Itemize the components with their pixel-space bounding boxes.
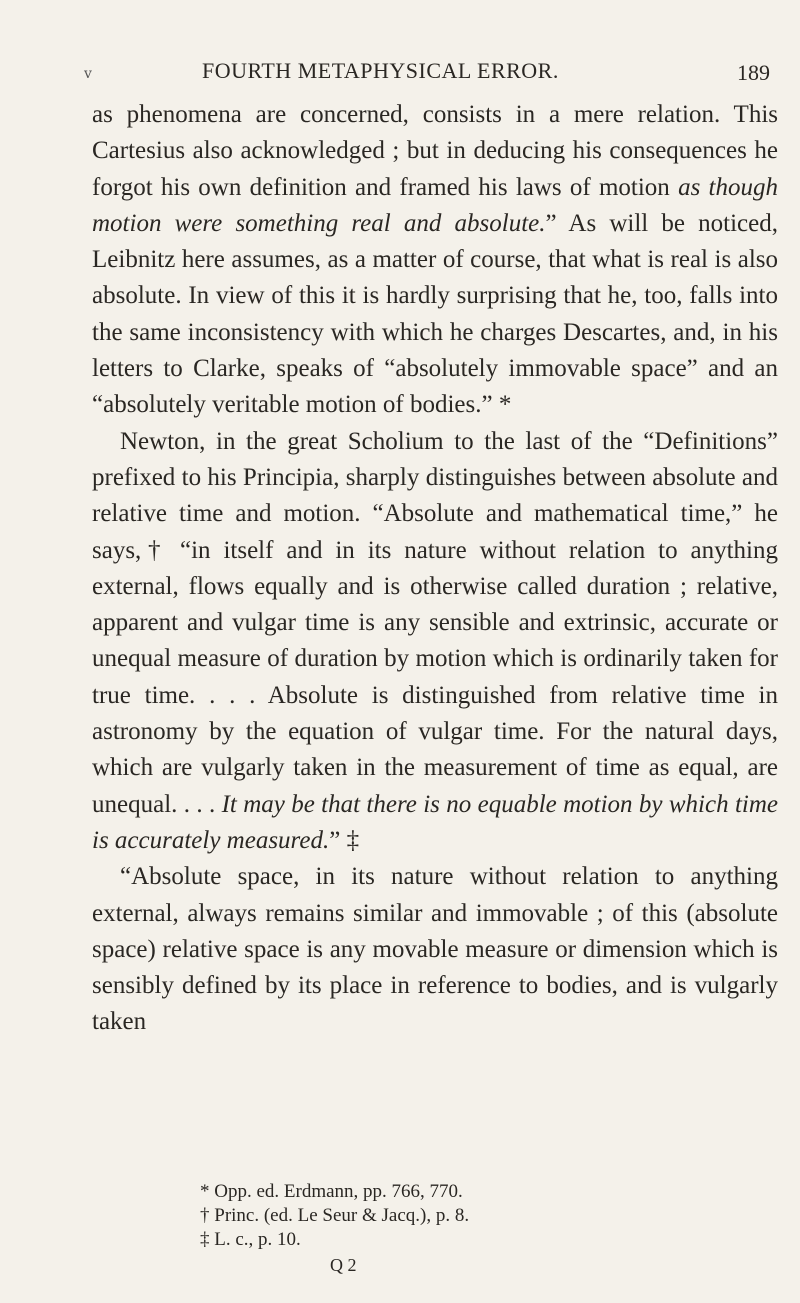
p2-text-b: ” ‡ [329,826,360,854]
paragraph-3: “Absolute space, in its nature without relation to anything external, always remains similar and immovable ; of this (absolute space) relative space is any movable measure or dimension which is sensibly defined by its place in reference to bodies, and is vulgarly taken [92,863,778,1036]
footnotes [92,1180,778,1252]
footnote-2: † Princ. (ed. Le Seur & Jacq.), p. 8. [200,1205,470,1226]
paragraph-1 [92,97,778,424]
p1-text-a: as phenomena are concerned, consists in a mere relation. This Cartesius also acknowledged ; but in deducing his consequences he forgot his own definition and framed his laws of motion [92,101,778,201]
p2-italic: It may be that there is no equable motion by which time is accurately measured. [92,790,778,854]
corner-mark: v [84,66,92,82]
page-header [84,52,780,92]
p1-italic: as though motion were something real and absolute. [92,173,778,237]
signature-mark: Q 2 [330,1255,357,1275]
footnote-1: * Opp. ed. Erdmann, pp. 766, 770. [200,1181,463,1202]
page-number: 189 [737,60,770,85]
p1-text-b: ” As will be noticed, Leibnitz here assumes, as a matter of course, that what is real is also absolute. In view of this it is hardly surprising that he, too, falls into the same inconsistency with which he charges Descartes, and, in his letters to Clarke, speaks of “absolutely immovable space” and an “absolutely veritable motion of bodies.” * [92,209,778,419]
running-title: FOURTH METAPHYSICAL ERROR. [202,58,559,83]
paragraph-2 [92,424,778,860]
footnote-3: ‡ L. c., p. 10. [200,1229,301,1250]
body-text [92,97,778,1041]
p2-text-a: Newton, in the great Scholium to the last of the “Definitions” prefixed to his Principia, sharply distinguishes between absolute and relative time and motion. “Absolute and mathematical time,” he says,† “in itself and in its nature without relation to anything external, flows equally and is otherwise called duration ; relative, apparent and vulgar time is any sensible and extrinsic, accurate or unequal measure of duration by motion which is ordinarily taken for true time. . . . Absolute is distinguished from relative time in astronomy by the equation of vulgar time. For the natural days, which are vulgarly taken in the measurement of time as equal, are unequal. . . . [92,427,778,818]
